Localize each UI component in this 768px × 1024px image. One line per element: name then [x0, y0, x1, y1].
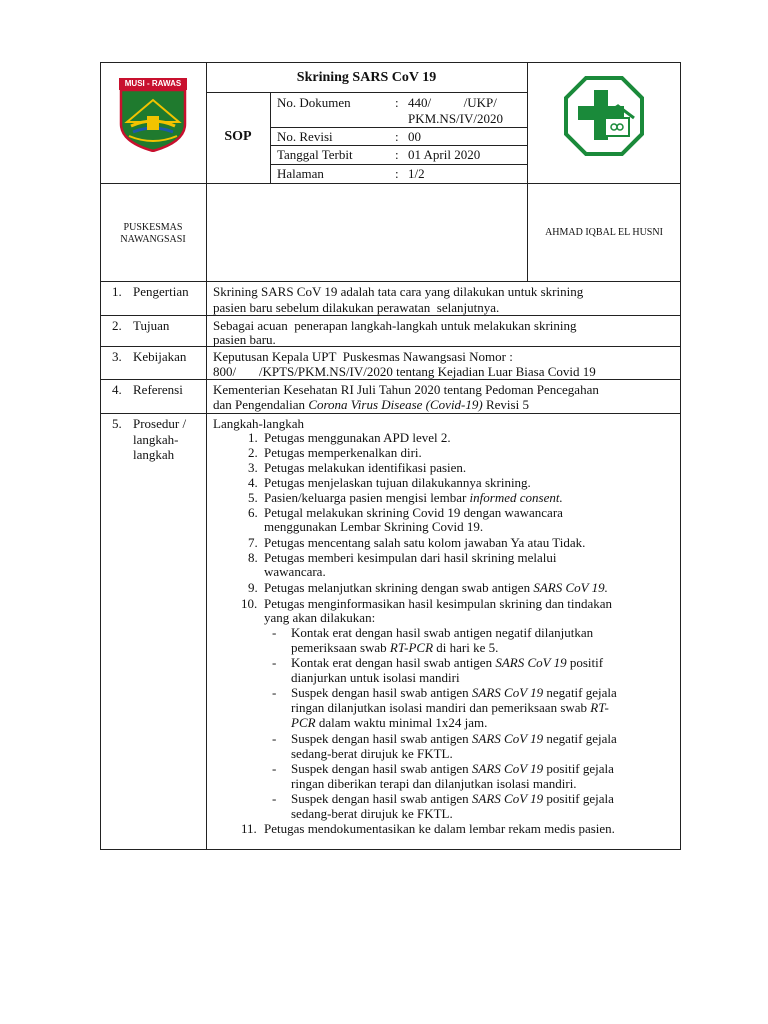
section-number: 2. [112, 318, 122, 333]
puskesmas-logo [564, 76, 644, 156]
meta-label: No. Revisi [277, 129, 333, 144]
meta-value: 1/2 [408, 166, 425, 181]
institution-name-line1: PUSKESMAS [123, 222, 183, 233]
institution-name-line2: NAWANGSASI [120, 234, 186, 245]
section-number: 4. [112, 382, 122, 397]
section-number: 1. [112, 284, 122, 299]
meta-sep: : [395, 147, 399, 162]
section-label: Tujuan [133, 318, 170, 333]
meta-value: 00 [408, 129, 421, 144]
section-label: langkah [133, 447, 175, 462]
section-number: 3. [112, 349, 122, 364]
document-title: Skrining SARS CoV 19 [296, 70, 437, 85]
section-label: Pengertian [133, 284, 189, 299]
section-label: Kebijakan [133, 349, 187, 364]
meta-value: 440/ /UKP/ [408, 95, 497, 110]
meta-value: 01 April 2020 [408, 147, 481, 162]
meta-label: Tanggal Terbit [277, 147, 353, 162]
meta-sep: : [395, 95, 399, 110]
section-text-line2: dan Pengendalian Corona Virus Disease (Covid-19) Revisi 5 [213, 397, 529, 412]
section-text: Skrining SARS CoV 19 adalah tata cara yang dilakukan untuk skrining [213, 284, 584, 299]
section-label: langkah- [133, 432, 179, 447]
logo-left-caption: MUSI - RAWAS [124, 79, 182, 88]
section-number: 5. [112, 416, 122, 431]
sop-label: SOP [224, 129, 252, 144]
meta-label: No. Dokumen [277, 95, 351, 110]
meta-value-cont: PKM.NS/IV/2020 [408, 111, 503, 126]
procedure-heading: Langkah-langkah [213, 416, 304, 431]
section-text: Keputusan Kepala UPT Puskesmas Nawangsasi Nomor : [213, 349, 513, 364]
meta-label: Halaman [277, 166, 324, 181]
section-label: Referensi [133, 382, 183, 397]
meta-sep: : [395, 129, 399, 144]
signatory-name: AHMAD IQBAL EL HUSNI [545, 227, 663, 238]
section-text: Kementerian Kesehatan RI Juli Tahun 2020 tentang Pedoman Pencegahan [213, 382, 599, 397]
section-label: Prosedur / [133, 416, 187, 431]
musi-rawas-logo [117, 76, 189, 152]
section-text: Sebagai acuan penerapan langkah-langkah untuk melakukan skrining [213, 318, 577, 333]
section-text: pasien baru. [213, 332, 276, 347]
section-text: 800/ /KPTS/PKM.NS/IV/2020 tentang Kejadian Luar Biasa Covid 19 [213, 364, 596, 379]
section-text: pasien baru sebelum dilakukan perawatan selanjutnya. [213, 300, 500, 315]
meta-sep: : [395, 166, 399, 181]
